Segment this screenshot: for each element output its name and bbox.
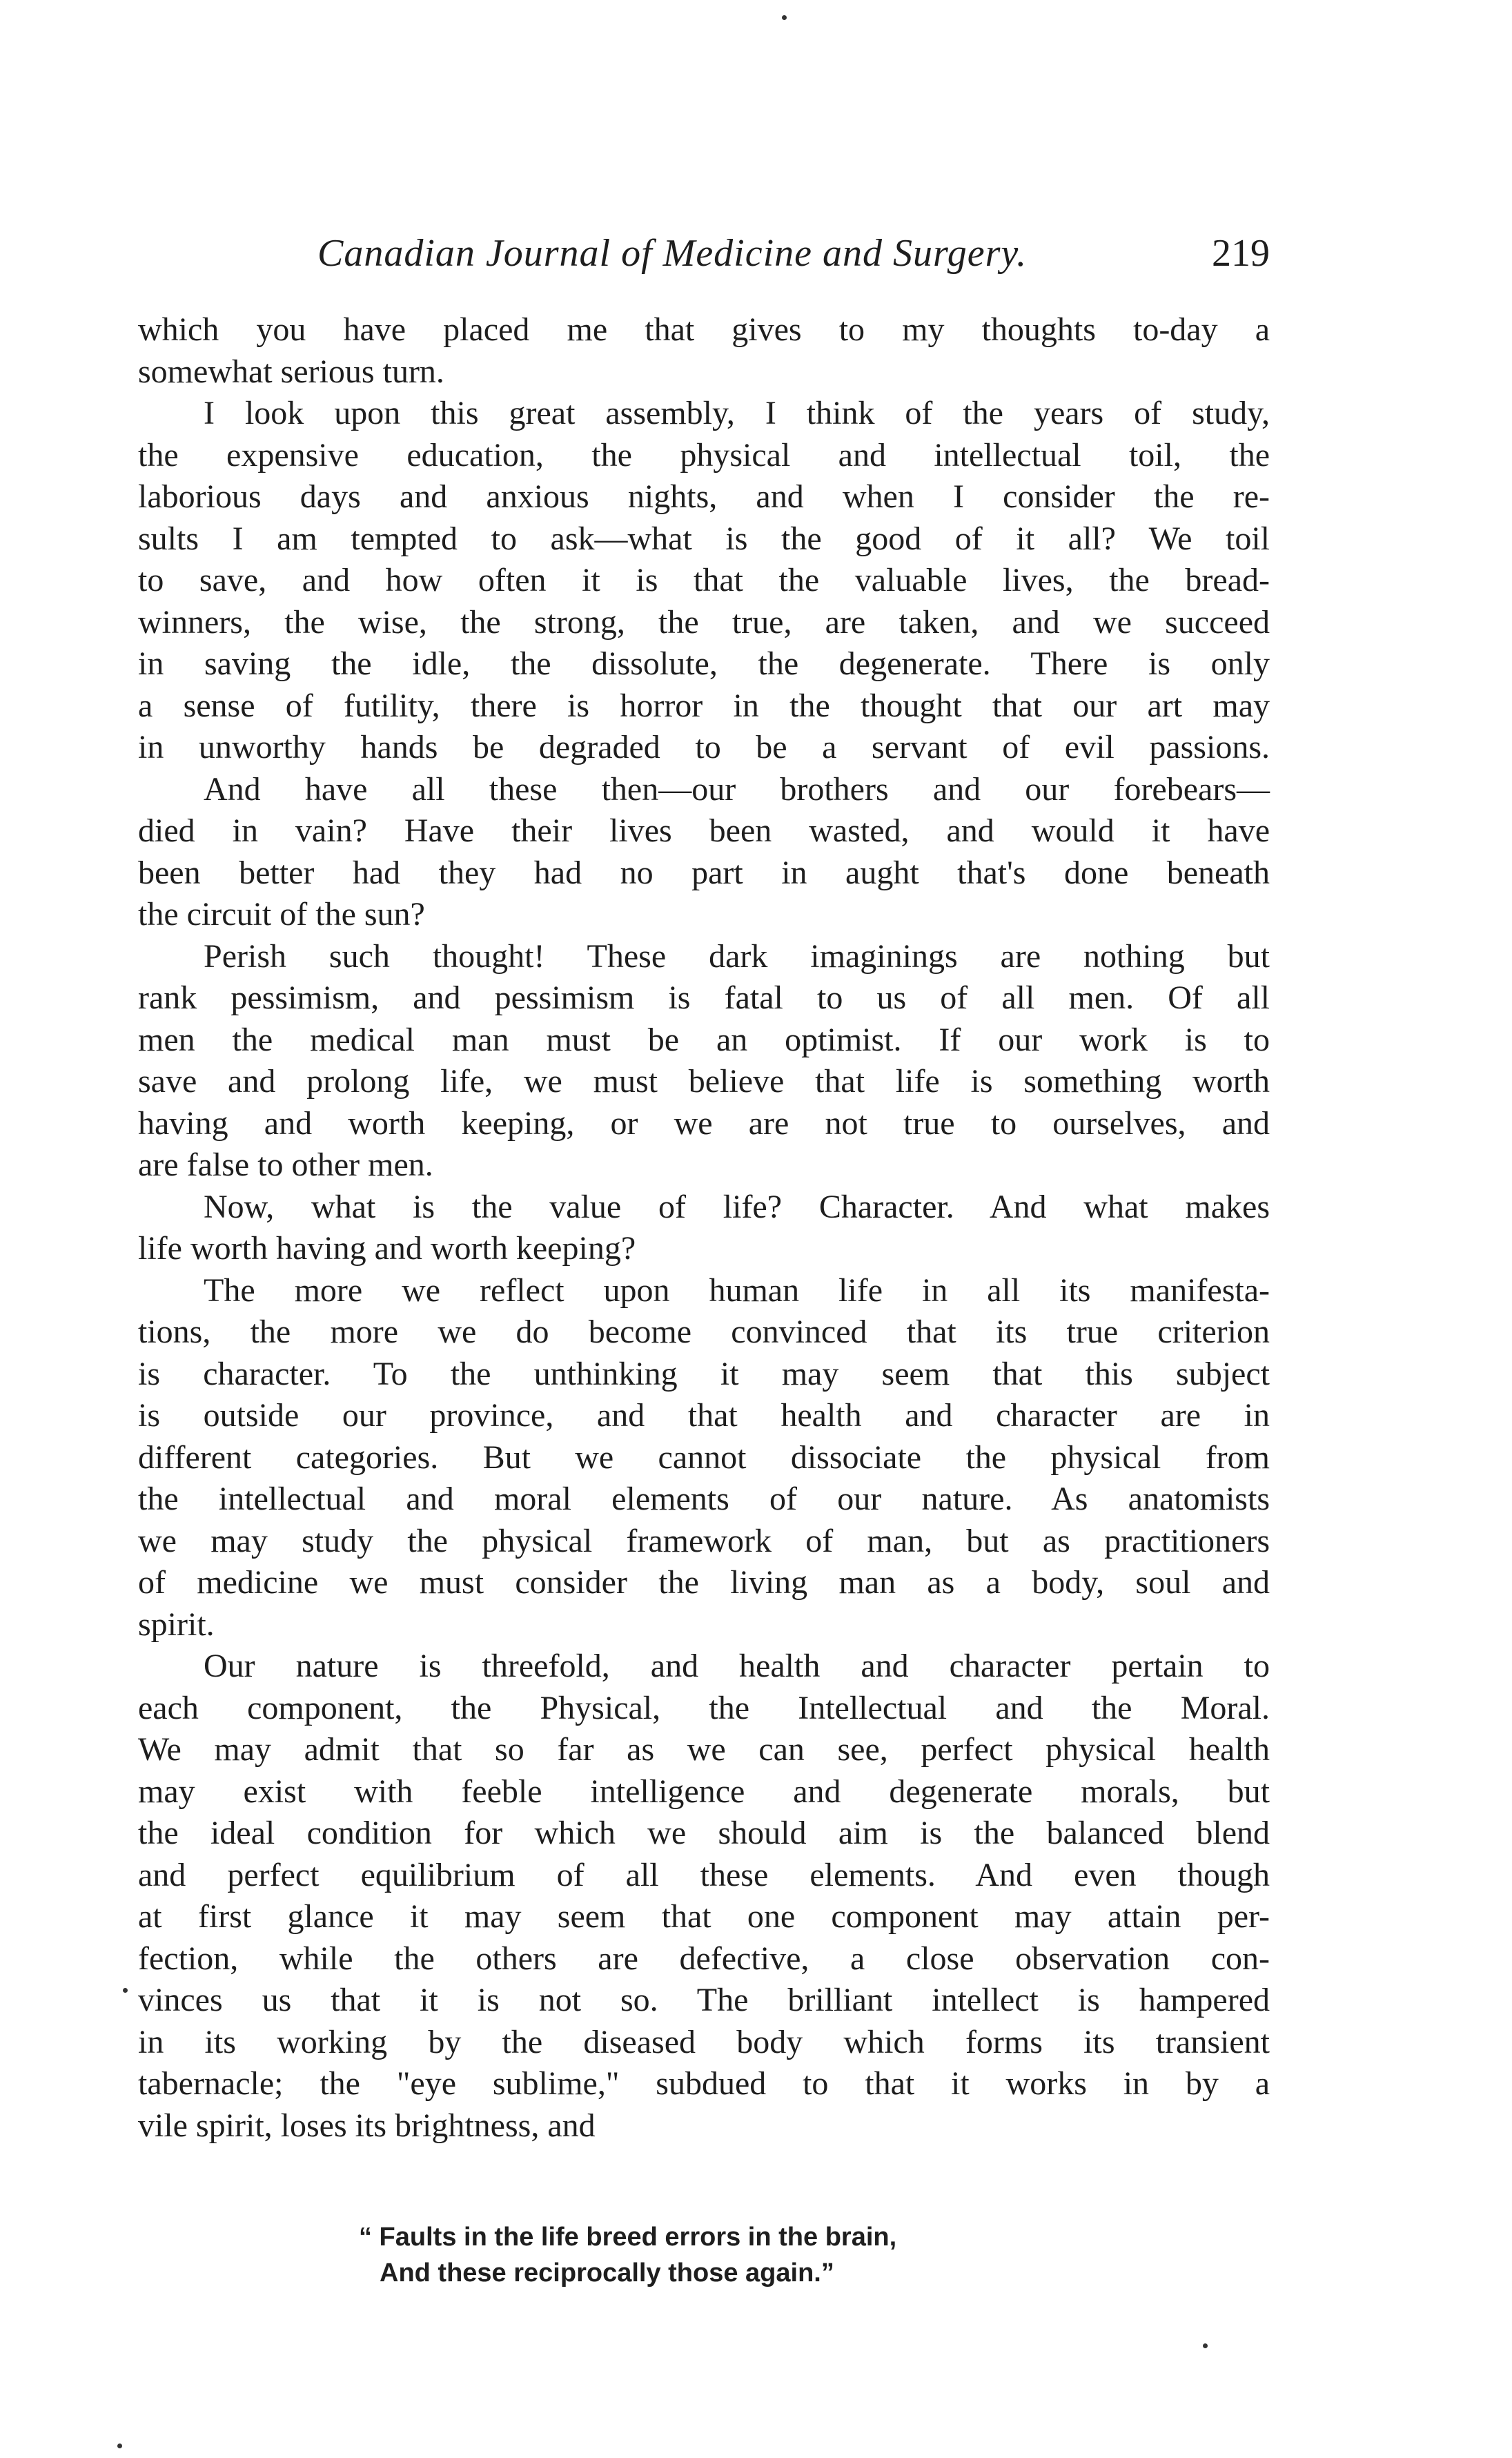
text-line: the ideal condition for which we should aim is the balanced blend: [138, 1815, 1270, 1851]
text-line: sults I am tempted to ask—what is the good of it all? We toil: [138, 520, 1270, 557]
text-line: We may admit that so far as we can see, perfect physical health: [138, 1731, 1270, 1768]
text-line: Now, what is the value of life? Character. And what makes: [204, 1188, 1270, 1225]
text-line: vile spirit, loses its brightness, and: [138, 2107, 596, 2144]
print-speck: [782, 15, 787, 20]
text-line: life worth having and worth keeping?: [138, 1230, 636, 1267]
text-line: which you have placed me that gives to my thoughts to-day a: [138, 311, 1270, 348]
text-line: save and prolong life, we must believe that life is something worth: [138, 1063, 1270, 1100]
text-line: may exist with feeble intelligence and degenerate morals, but: [138, 1773, 1270, 1810]
text-line: the intellectual and moral elements of our nature. As anatomists: [138, 1481, 1270, 1517]
text-line: we may study the physical framework of man, but as practitioners: [138, 1522, 1270, 1559]
text-line: And have all these then—our brothers and our forebears—: [204, 770, 1270, 808]
text-line: having and worth keeping, or we are not true to ourselves, and: [138, 1104, 1270, 1142]
print-speck: [1203, 2343, 1208, 2348]
text-line: rank pessimism, and pessimism is fatal to us of all men. Of all: [138, 979, 1270, 1016]
text-line: tabernacle; the "eye sublime," subdued to that it works in by a: [138, 2065, 1270, 2102]
text-line: laborious days and anxious nights, and when I consider the re-: [138, 478, 1270, 515]
text-line: died in vain? Have their lives been wasted, and would it have: [138, 812, 1270, 849]
margin-speck: [123, 1988, 128, 1993]
text-line: the circuit of the sun?: [138, 896, 425, 933]
text-line: is outside our province, and that health and character are in: [138, 1397, 1270, 1434]
text-line: been better had they had no part in aught that's done beneath: [138, 854, 1270, 891]
text-line: vinces us that it is not so. The brilliant intellect is hampered: [138, 1982, 1270, 2018]
text-line: in its working by the diseased body which forms its transient: [138, 2023, 1270, 2060]
article-body: [138, 309, 1270, 2147]
text-line: The more we reflect upon human life in all its manifesta-: [204, 1271, 1270, 1309]
text-line: Our nature is threefold, and health and character pertain to: [204, 1648, 1270, 1684]
text-line: Perish such thought! These dark imaginings are nothing but: [204, 937, 1270, 975]
text-line: I look upon this great assembly, I think of the years of study,: [204, 395, 1270, 431]
text-line: are false to other men.: [138, 1147, 433, 1183]
text-line: men the medical man must be an optimist. If our work is to: [138, 1021, 1270, 1058]
text-line: tions, the more we do become convinced that its true criterion: [138, 1314, 1270, 1350]
text-line: winners, the wise, the strong, the true, are taken, and we succeed: [138, 603, 1270, 641]
text-line: in unworthy hands be degraded to be a servant of evil passions.: [138, 729, 1270, 765]
quote-line-2: And these reciprocally those again.”: [380, 2259, 834, 2288]
text-line: at first glance it may seem that one component may attain per-: [138, 1898, 1270, 1935]
text-line: the expensive education, the physical and intellectual toil, the: [138, 436, 1270, 474]
text-line: is character. To the unthinking it may seem that this subject: [138, 1355, 1270, 1392]
text-line: a sense of futility, there is horror in the thought that our art may: [138, 687, 1270, 724]
text-line: to save, and how often it is that the valuable lives, the bread-: [138, 562, 1270, 598]
page-header: [138, 231, 1270, 286]
running-head: Canadian Journal of Medicine and Surgery.: [317, 232, 1028, 275]
page-number: 219: [1212, 232, 1270, 275]
text-line: somewhat serious turn.: [138, 353, 444, 390]
print-speck: [117, 2444, 122, 2448]
text-line: and perfect equilibrium of all these elements. And even though: [138, 1856, 1270, 1893]
text-line: in saving the idle, the dissolute, the degenerate. There is only: [138, 645, 1270, 682]
text-line: of medicine we must consider the living man as a body, soul and: [138, 1564, 1270, 1601]
text-line: each component, the Physical, the Intellectual and the Moral.: [138, 1689, 1270, 1726]
verse-quotation: [359, 2219, 1118, 2291]
quote-line-1: “ Faults in the life breed errors in the brain,: [359, 2223, 897, 2252]
text-line: different categories. But we cannot dissociate the physical from: [138, 1438, 1270, 1476]
text-line: fection, while the others are defective, a close observation con-: [138, 1940, 1270, 1977]
text-line: spirit.: [138, 1606, 215, 1643]
